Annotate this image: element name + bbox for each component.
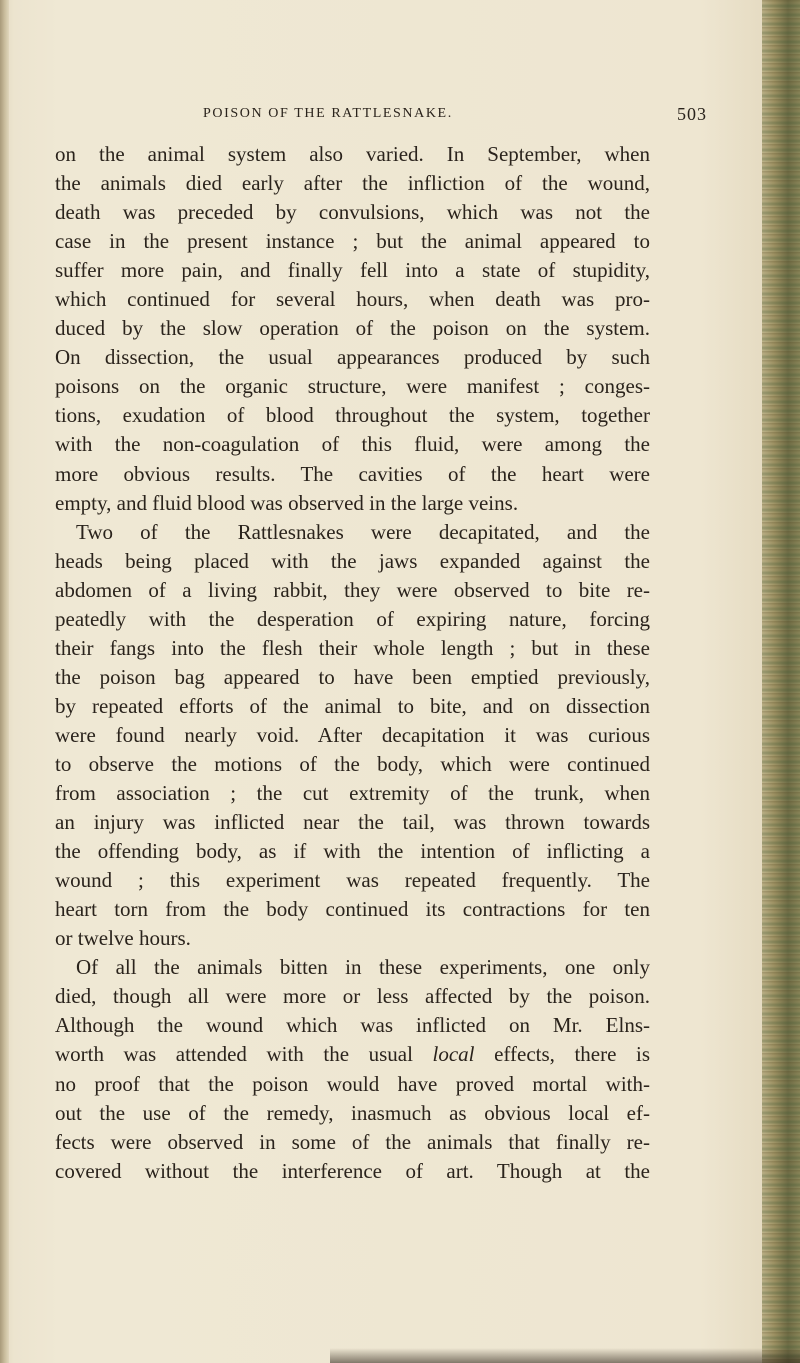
text-line: covered without the interference of art. Though at the [55,1158,650,1183]
text-line: fects were observed in some of the animals that finally re- [55,1129,650,1154]
running-header [55,106,763,128]
text-line: out the use of the remedy, inasmuch as obvious local ef- [55,1100,650,1125]
text-line: died, though all were more or less affected by the poison. [55,984,650,1009]
text-line: no proof that the poison would have proved mortal with- [55,1071,650,1096]
text-line: an injury was inflicted near the tail, was thrown towards [55,810,650,835]
page-left-edge [0,0,9,1363]
text-line: worth was attended with the usual local effects, there is [55,1042,650,1067]
text-line: peatedly with the desperation of expiring nature, forcing [55,606,650,631]
text-line: duced by the slow operation of the poison on the system. [55,316,650,341]
text-line: Two of the Rattlesnakes were decapitated, and the [76,519,650,544]
text-line: death was preceded by convulsions, which was not the [55,200,650,225]
text-line: the offending body, as if with the intention of inflicting a [55,839,650,864]
text-line: wound ; this experiment was repeated frequently. The [55,868,650,893]
text-line: Although the wound which was inflicted on Mr. Elns- [55,1013,650,1038]
page-bottom-shadow [330,1348,800,1363]
text-line: Of all the animals bitten in these experiments, one only [76,955,650,980]
text-line: abdomen of a living rabbit, they were observed to bite re- [55,577,650,602]
running-title: POISON OF THE RATTLESNAKE. [203,106,453,121]
page-number: 503 [677,104,707,124]
text-line: empty, and fluid blood was observed in the large veins. [55,490,519,515]
text-line: to observe the motions of the body, which were continued [55,751,650,776]
text-line: heads being placed with the jaws expanded against the [55,548,650,573]
text-line: their fangs into the flesh their whole length ; but in these [55,635,650,660]
body-text [55,140,650,1186]
text-line: on the animal system also varied. In September, when [55,142,650,166]
text-line: which continued for several hours, when death was pro- [55,287,650,312]
text-line: by repeated efforts of the animal to bite, and on dissection [55,693,650,718]
text-line: the animals died early after the infliction of the wound, [55,171,650,196]
text-line: with the non-coagulation of this fluid, were among the [55,432,650,457]
text-line: On dissection, the usual appearances produced by such [55,345,650,370]
text-line: tions, exudation of blood throughout the system, together [55,403,650,428]
text-line: more obvious results. The cavities of the heart were [55,461,650,486]
page-fore-edge [762,0,800,1363]
text-line: were found nearly void. After decapitation it was curious [55,722,650,747]
text-line: the poison bag appeared to have been emptied previously, [55,664,650,689]
text-line: or twelve hours. [55,926,191,951]
text-line: suffer more pain, and finally fell into a state of stupidity, [55,258,650,283]
text-line: heart torn from the body continued its contractions for ten [55,897,650,922]
text-line: poisons on the organic structure, were manifest ; conges- [55,374,650,399]
text-line: case in the present instance ; but the animal appeared to [55,229,650,254]
text-line: from association ; the cut extremity of the trunk, when [55,781,650,806]
